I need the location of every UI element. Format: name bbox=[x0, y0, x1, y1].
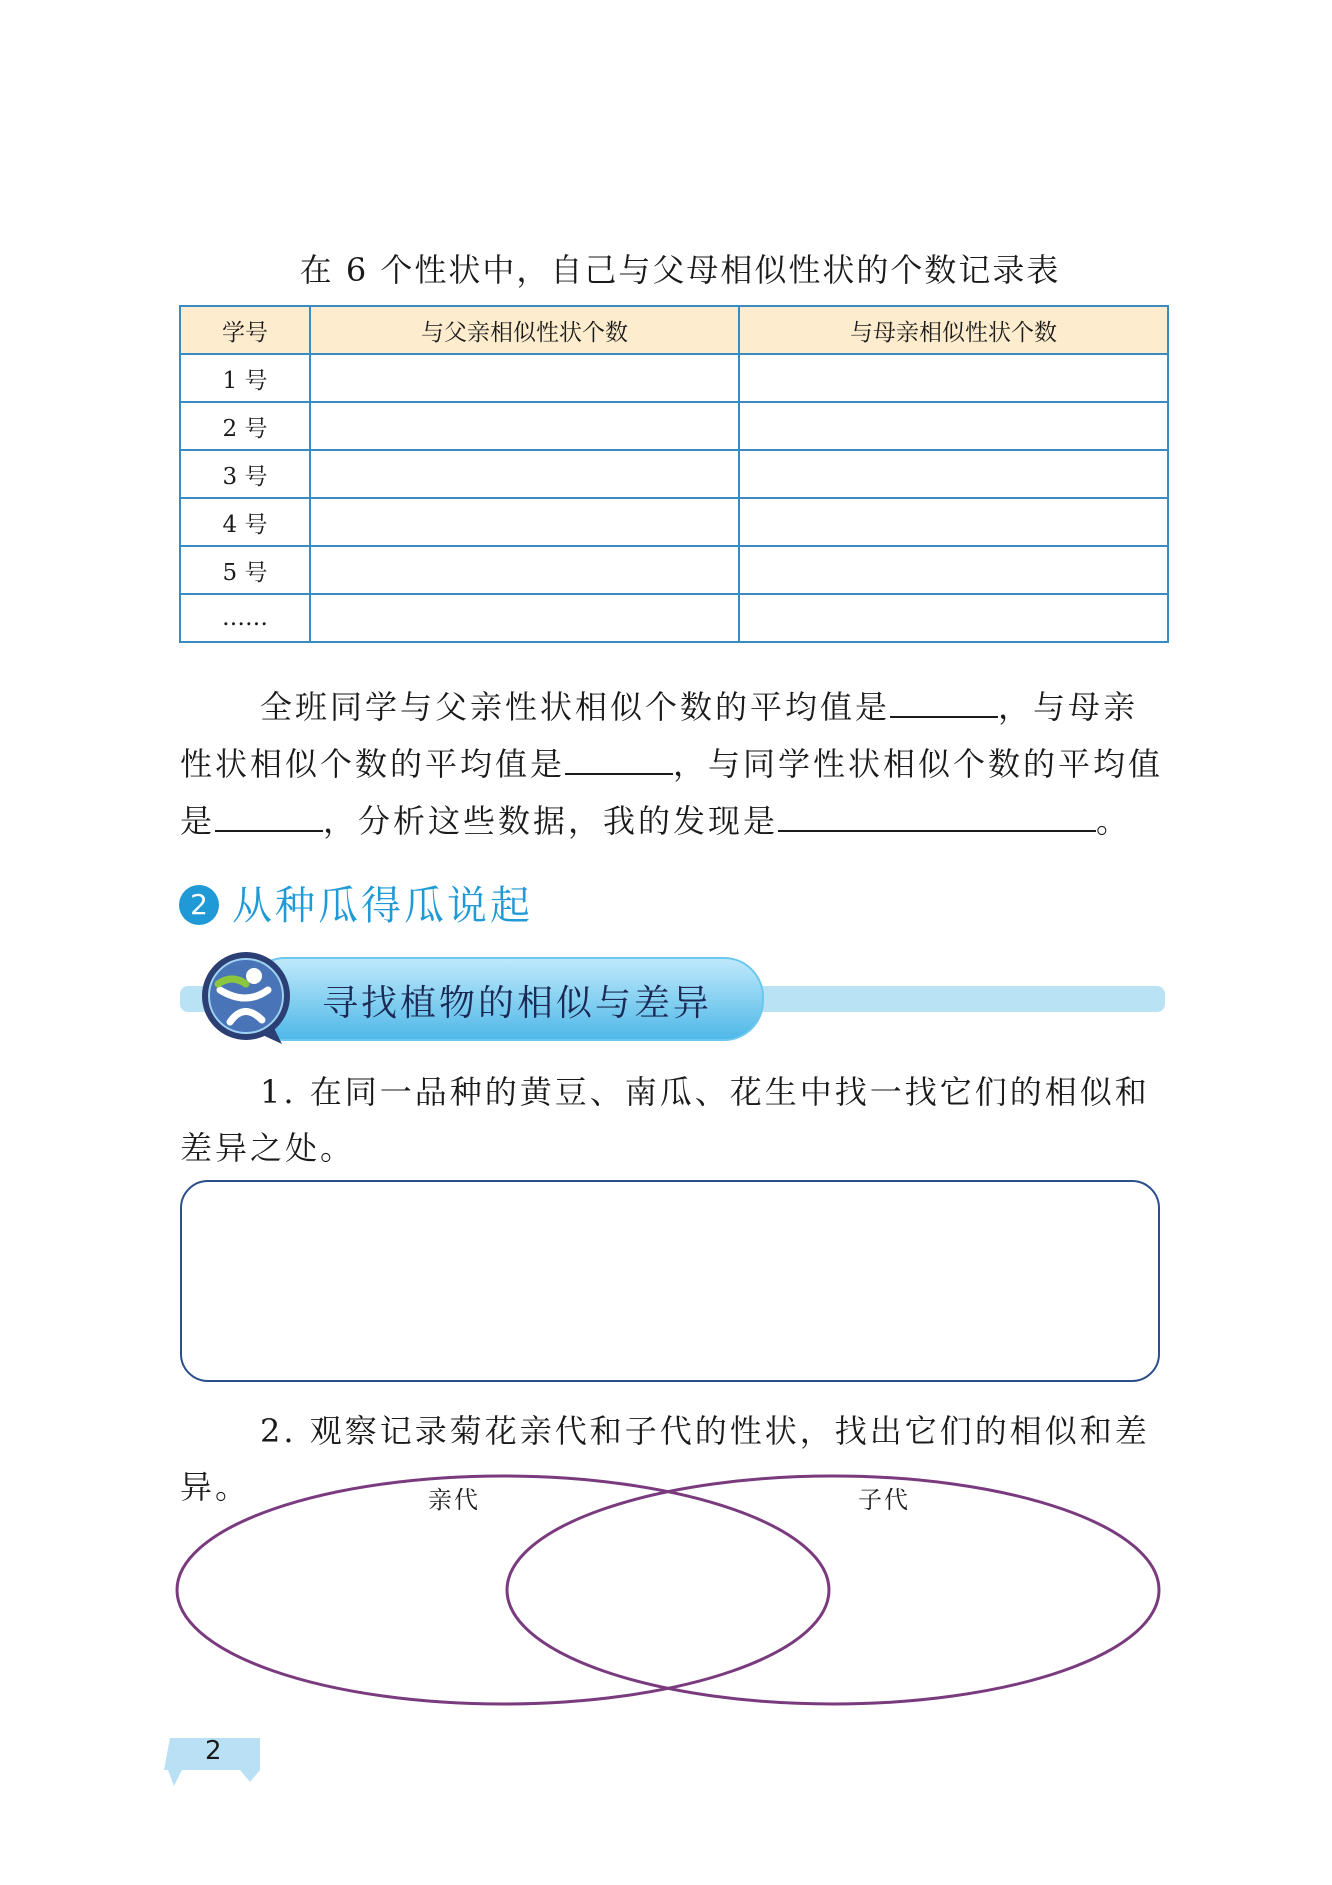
fill-in-paragraph bbox=[180, 678, 1165, 849]
venn-diagram bbox=[170, 1455, 1170, 1725]
header-student-number: 学号 bbox=[180, 306, 310, 354]
classmate-average-blank[interactable] bbox=[215, 792, 323, 832]
table-row bbox=[180, 498, 1168, 546]
offspring-label: 子代 bbox=[858, 1486, 910, 1514]
parent-ellipse bbox=[177, 1476, 829, 1704]
table-row bbox=[180, 450, 1168, 498]
table-row bbox=[180, 546, 1168, 594]
row-label: 4 号 bbox=[180, 498, 310, 546]
father-cell[interactable] bbox=[310, 354, 739, 402]
mother-cell[interactable] bbox=[739, 498, 1168, 546]
question-2-text: 2. 观察记录菊花亲代和子代的性状，找出它们的相似和差异。 bbox=[180, 1412, 1150, 1506]
section-title: 从种瓜得瓜说起 bbox=[232, 883, 533, 929]
row-label: 5 号 bbox=[180, 546, 310, 594]
father-cell[interactable] bbox=[310, 594, 739, 642]
question-1-text: 1. 在同一品种的黄豆、南瓜、花生中找一找它们的相似和差异之处。 bbox=[180, 1073, 1150, 1167]
table-title: 在 6 个性状中，自己与父母相似性状的个数记录表 bbox=[299, 251, 1061, 289]
offspring-ellipse bbox=[507, 1476, 1159, 1704]
mother-cell[interactable] bbox=[739, 594, 1168, 642]
record-table bbox=[179, 305, 1169, 643]
mother-average-blank[interactable] bbox=[565, 735, 673, 775]
row-label: 2 号 bbox=[180, 402, 310, 450]
mother-cell[interactable] bbox=[739, 546, 1168, 594]
parent-label: 亲代 bbox=[428, 1486, 480, 1514]
father-cell[interactable] bbox=[310, 498, 739, 546]
row-label: …… bbox=[180, 594, 310, 642]
row-label: 3 号 bbox=[180, 450, 310, 498]
table-row bbox=[180, 354, 1168, 402]
fill-text-2: ，与母亲性状相似个数的平均值是 bbox=[180, 688, 1139, 783]
activity-logo-icon bbox=[196, 950, 298, 1046]
mother-cell[interactable] bbox=[739, 450, 1168, 498]
table-row bbox=[180, 402, 1168, 450]
page-number: 2 bbox=[205, 1736, 222, 1766]
fill-text-end: 。 bbox=[1096, 802, 1132, 840]
row-label: 1 号 bbox=[180, 354, 310, 402]
father-cell[interactable] bbox=[310, 402, 739, 450]
question-1 bbox=[180, 1064, 1165, 1176]
table-row bbox=[180, 594, 1168, 642]
father-average-blank[interactable] bbox=[890, 678, 998, 718]
section-number-badge: 2 bbox=[179, 885, 219, 925]
father-cell[interactable] bbox=[310, 450, 739, 498]
header-father-count: 与父亲相似性状个数 bbox=[310, 306, 739, 354]
header-mother-count: 与母亲相似性状个数 bbox=[739, 306, 1168, 354]
fill-text-1: 全班同学与父亲性状相似个数的平均值是 bbox=[260, 688, 891, 726]
father-cell[interactable] bbox=[310, 546, 739, 594]
activity-title: 寻找植物的相似与差异 bbox=[322, 983, 713, 1024]
mother-cell[interactable] bbox=[739, 354, 1168, 402]
fill-text-3: ，与同学性状相似个数的平均值是 bbox=[180, 745, 1164, 840]
answer-box[interactable] bbox=[180, 1180, 1160, 1382]
table-header-row bbox=[180, 306, 1168, 354]
fill-text-4: ，分析这些数据，我的发现是 bbox=[323, 802, 779, 840]
finding-blank[interactable] bbox=[778, 792, 1096, 832]
mother-cell[interactable] bbox=[739, 402, 1168, 450]
